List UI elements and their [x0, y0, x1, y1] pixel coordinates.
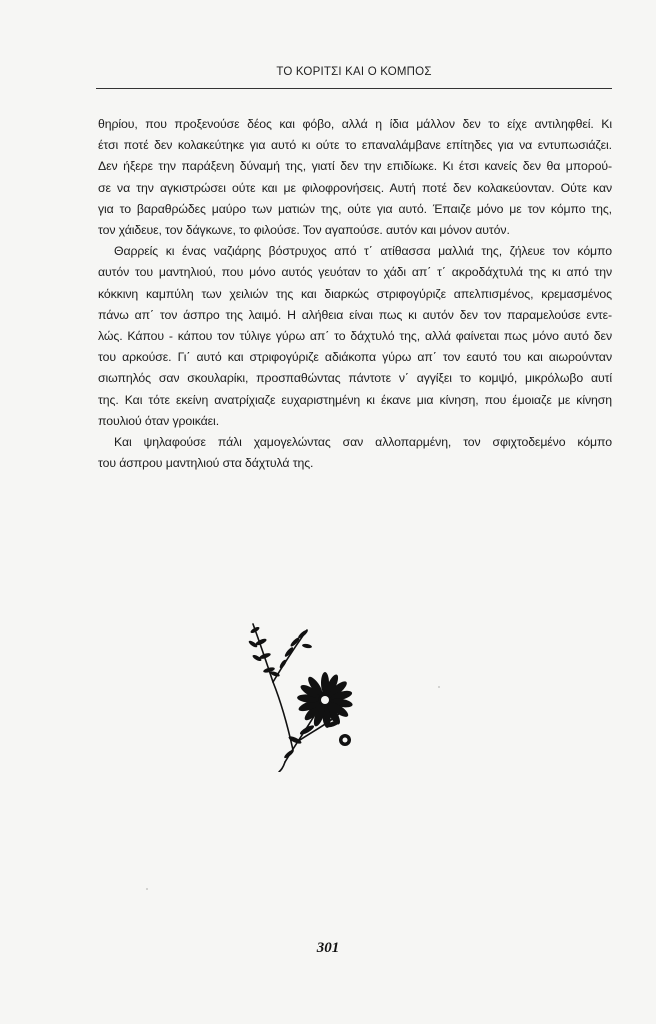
text-line: κόκκινη καμπύλη των χειλιών της και διαρκώς στριφογύριζε απελπισμένος, κρεμασμένος	[98, 286, 612, 301]
text-line: τον χάιδευε, τον δάγκωνε, το φιλούσε. Τον αγαπούσε. αυτόν και μόνον αυτόν.	[98, 223, 510, 238]
text-line: πάνω απ΄ τον άσπρο της λαιμό. Η αλήθεια είναι πως κι αυτόν δεν τον παραμελούσε εντε-	[98, 307, 612, 322]
text-line: πουλιού όταν γροικάει.	[98, 413, 220, 428]
text-line: σιωπηλός σαν σκουλαρίκι, προσπαθώντας πάντοτε ν΄ αγγίξει το κομψό, μικρόλωβο αυτί	[98, 371, 612, 386]
text-line: για το βαραθρώδες μαύρο των ματιών της, ούτε για αυτό. Έπαιζε μόνο με τον κόμπο της,	[98, 201, 612, 216]
text-line: αυτόν του μαντηλιού, που μόνο αυτός γευόταν το χάδι απ΄ τ΄ ακροδάχτυλά της κι από την	[98, 265, 612, 280]
scan-speck	[146, 888, 148, 890]
paragraph-1	[98, 114, 612, 241]
paragraph-2	[98, 241, 612, 432]
text-line: λώς. Κάπου - κάπου τον τύλιγε γύρω απ΄ το δάχτυλό της, αλλά φαίνεται πως μόνο αυτό δεν	[98, 329, 612, 344]
page-number: 301	[316, 940, 340, 956]
text-line: του άσπρου μαντηλιού στα δάχτυλά της.	[98, 456, 314, 471]
text-line: Θαρρείς κι ένας ναζιάρης βόστρυχος από τ΄ ατίθασσα μαλλιά της, ζήλευε τον κόμπο	[114, 244, 612, 259]
scan-speck	[438, 686, 440, 688]
text-line: έτσι ποτέ δεν κολακεύτηκε για αυτό κι ούτε το επαναλάμβανε επίτηδες για να εντυπωσιάζει.	[98, 138, 612, 153]
text-line: θηρίου, που προξενούσε δέος και φόβο, αλλά η ίδια μάλλον δεν το είχε αντιληφθεί. Κι	[98, 117, 612, 131]
text-line: σε να την αγκιστρώσει ούτε και με φιλοφρονήσεις. Αυτή ποτέ δεν κολακεύονταν. Ούτε καν	[98, 180, 612, 195]
flower-vignette-icon	[245, 612, 370, 772]
text-line: Δεν ήξερε την παράξενη δύναμή της, γιατί δεν την επιδίωκε. Κι έτσι κανείς δεν θα μπορού-	[98, 159, 612, 174]
text-line: της. Και τότε εκείνη ανατρίχιαζε ευχαριστημένη κι έκανε μια κίνηση, που έμοιαζε με κίνηση	[98, 392, 612, 407]
text-line: του αρκούσε. Γι΄ αυτό και στριφογύριζε αδιάκοπα γύρω απ΄ τον εαυτό του και αιωρούνταν	[98, 350, 612, 365]
running-header: ΤΟ ΚΟΡΙΤΣΙ ΚΑΙ Ο ΚΟΜΠΟΣ	[276, 66, 432, 78]
paragraph-3	[98, 432, 612, 474]
text-line: Και ψηλαφούσε πάλι χαμογελώντας σαν αλλοπαρμένη, τον σφιχτοδεμένο κόμπο	[114, 435, 612, 450]
header-rule	[96, 88, 612, 89]
body-text	[98, 114, 612, 474]
